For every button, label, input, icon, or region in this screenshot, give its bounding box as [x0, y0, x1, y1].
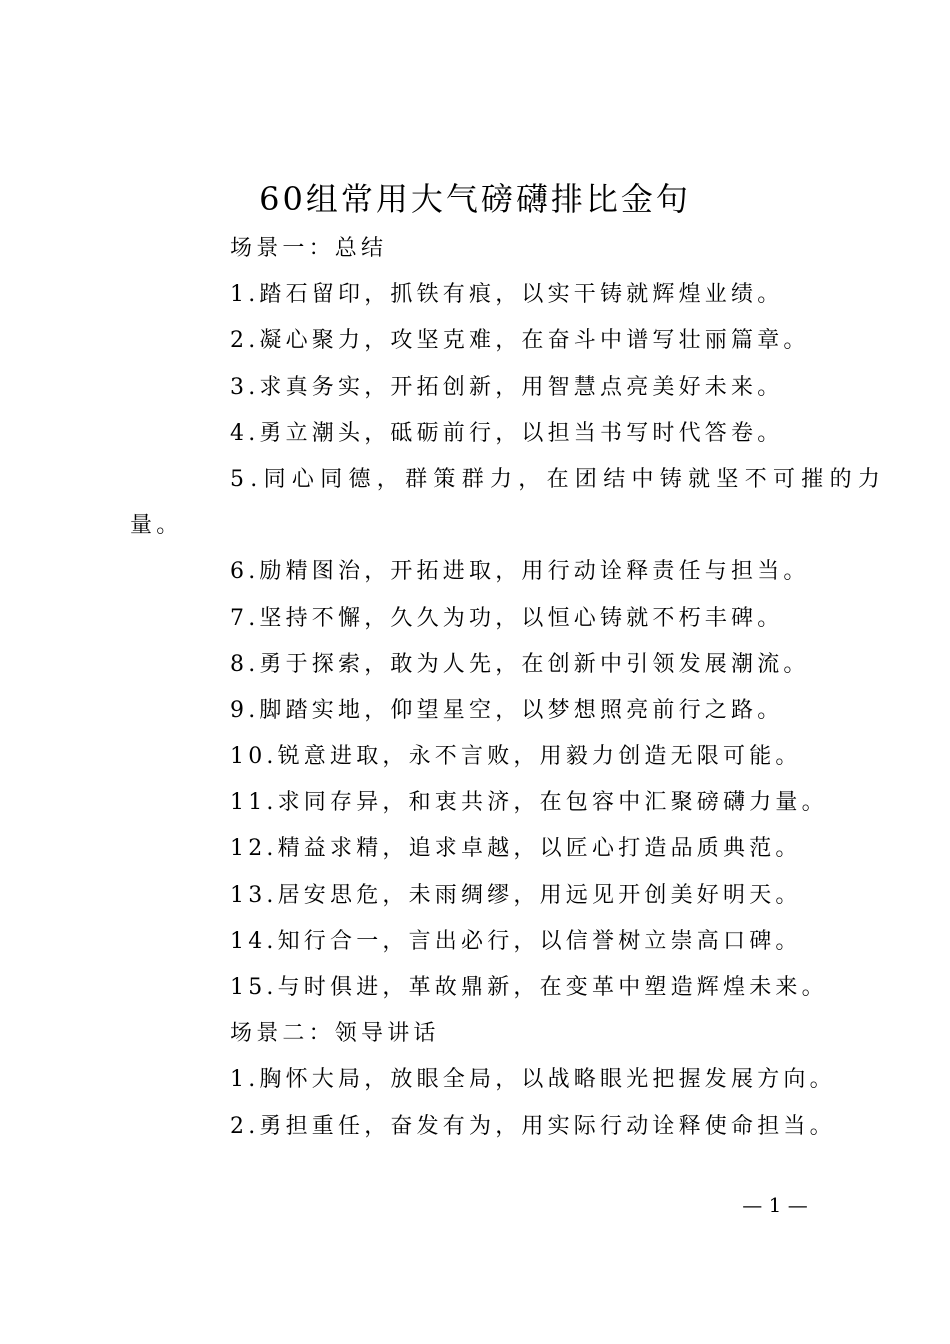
paragraph-line: 13.居安思危，未雨绸缪，用远见开创美好明天。	[230, 882, 802, 908]
paragraph-line: 2.凝心聚力，攻坚克难，在奋斗中谱写壮丽篇章。	[230, 328, 810, 354]
paragraph-line: 2.勇担重任，奋发有为，用实际行动诠释使命担当。	[230, 1113, 836, 1139]
paragraph-line: 15.与时俱进，革故鼎新，在变革中塑造辉煌未来。	[230, 975, 828, 1000]
paragraph-line: 11.求同存异，和衷共济，在包容中汇聚磅礴力量。	[230, 790, 828, 816]
section-heading-summary: 场景一：总结	[230, 236, 388, 261]
paragraph-line: 10.锐意进取，永不言败，用毅力创造无限可能。	[230, 744, 802, 770]
section-heading-leader-speech: 场景二：领导讲话	[230, 1021, 440, 1047]
paragraph-line: 9.脚踏实地，仰望星空，以梦想照亮前行之路。	[230, 697, 784, 723]
paragraph-line: 14.知行合一，言出必行，以信誉树立崇高口碑。	[230, 928, 802, 954]
document-title: 60组常用大气磅礴排比金句	[259, 180, 691, 218]
paragraph-line: 1.胸怀大局，放眼全局，以战略眼光把握发展方向。	[230, 1067, 836, 1093]
paragraph-line: 8.勇于探索，敢为人先，在创新中引领发展潮流。	[230, 651, 810, 677]
paragraph-line: 12.精益求精，追求卓越，以匠心打造品质典范。	[230, 836, 802, 862]
paragraph-line: 5.同心同德，群策群力，在团结中铸就坚不可摧的力	[230, 466, 887, 492]
paragraph-line: 1.踏石留印，抓铁有痕，以实干铸就辉煌业绩。	[230, 282, 784, 308]
paragraph-line: 6.励精图治，开拓进取，用行动诠释责任与担当。	[230, 559, 810, 585]
paragraph-line: 3.求真务实，开拓创新，用智慧点亮美好未来。	[230, 374, 784, 400]
paragraph-line: 7.坚持不懈，久久为功，以恒心铸就不朽丰碑。	[230, 605, 784, 631]
paragraph-line: 4.勇立潮头，砥砺前行，以担当书写时代答卷。	[230, 420, 784, 446]
document-body	[130, 226, 887, 1150]
page-number: — 1 —	[742, 1193, 808, 1217]
paragraph-line-continuation: 量。	[130, 513, 183, 539]
